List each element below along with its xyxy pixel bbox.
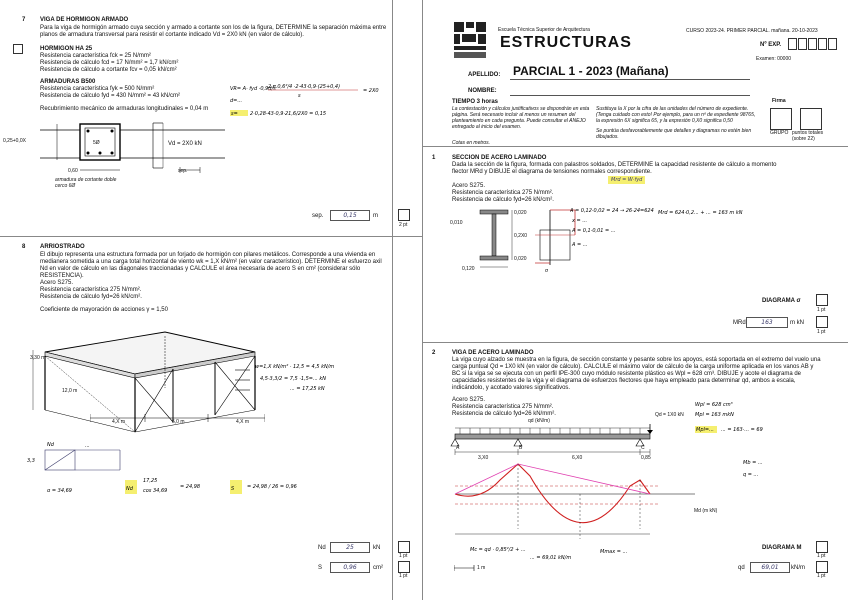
right-header-divider (422, 146, 848, 147)
q8-coef: Coeficiente de mayoración de acciones γ = 1,50 (40, 307, 168, 313)
brand-title: ESTRUCTURAS (500, 34, 632, 51)
right-section-divider (422, 342, 848, 343)
svg-text:= 2X0: = 2X0 (363, 88, 379, 94)
svg-text:w=1,X kN/m² · 12,5 = 4,5 kN/m: w=1,X kN/m² · 12,5 = 4,5 kN/m (255, 364, 335, 370)
q1-dim-3: 0,2X0 (514, 233, 528, 239)
q8-r1: Resistencia característica 275 N/mm². (40, 287, 142, 293)
svg-text:Mc = qd · 0,85²/2 + ...: Mc = qd · 0,85²/2 + ... (470, 547, 526, 553)
q7-sep-label: sep. (312, 213, 324, 219)
apellido-label: APELLIDO: (468, 72, 501, 78)
q8-handwritten-calcs (25, 442, 395, 502)
q2-span-3: 0,85 (641, 455, 651, 461)
q7-a2: Resistencia de cálculo fyd = 430 N/mm² = 43 kN/cm² (40, 93, 181, 99)
svg-text:Nd: Nd (126, 486, 133, 492)
q2-diagram-points: 1 pt (817, 553, 826, 559)
q8-title: ARRIOSTRADO (40, 244, 85, 250)
q2-scale-label: 1 m (477, 565, 486, 571)
q1-r1: Resistencia característica 275 N/mm². (452, 190, 554, 196)
q8-nd-answer[interactable]: 25 (330, 542, 370, 553)
q1-mrd-points: 1 pt (817, 329, 826, 335)
q1-mrd-unit: m kN (790, 320, 804, 326)
q2-number: 2 (432, 350, 436, 356)
q2-diagram-label: DIAGRAMA M (762, 545, 802, 551)
q1-mrd-answer[interactable]: 163 (746, 317, 788, 328)
q7-arm-title: ARMADURAS B500 (40, 79, 96, 85)
page-divider-left (392, 0, 393, 600)
q8-s-score-box[interactable] (398, 561, 410, 573)
q1-handwritten-calcs (570, 206, 770, 266)
svg-text:Mpl=...: Mpl=... (696, 427, 714, 433)
nombre-field[interactable] (510, 95, 750, 96)
q8-s-points: 1 pt (399, 573, 408, 579)
q8-nd-label: Nd (318, 545, 326, 551)
svg-text:A = ...: A = ... (572, 242, 588, 248)
q7-dim-width: 0,60 (68, 168, 78, 174)
q1-number: 1 (432, 155, 436, 161)
svg-text:α = 34,69: α = 34,69 (47, 488, 72, 494)
q2-qd-score-box[interactable] (816, 561, 828, 573)
q8-nd-points: 1 pt (399, 553, 408, 559)
svg-text:A = 0,12·0,02 = 24 → 26·24=624: A = 0,12·0,02 = 24 → 26·24=624 (570, 208, 654, 214)
instructions-1: La contestación y cálculos justificativos se dispondrán en esta página. Será necesario incluir al menos un resumen del planteamiento en cada pregunta. Puede consultar el ANEJO entregado al inicio del examen. (452, 106, 590, 130)
svg-text:= 24,98 / 26 = 0,96: = 24,98 / 26 = 0,96 (247, 484, 297, 490)
q2-qd-points: 1 pt (817, 573, 826, 579)
q1-diagram-label: DIAGRAMA σ (762, 298, 801, 304)
svg-text:cos 34,69: cos 34,69 (143, 488, 168, 494)
q8-dim-a: 4,X m (112, 419, 126, 425)
svg-text:4,5·3,3/2 = 7,5 ·1,5=... kN: 4,5·3,3/2 = 7,5 ·1,5=... kN (260, 376, 326, 382)
q2-qd-answer[interactable]: 69,01 (750, 562, 790, 573)
svg-text:d=...: d=... (230, 98, 243, 104)
q7-statement: Para la viga de hormigón armado cuya sección y armado a cortante son los de la figura, DETERMINE la separación máxima entre planos de armadura transversal para resistir el cortante indicado Vd = 2X0 kN (en valor de cálculo). (40, 25, 387, 38)
q1-dim-2: 0,010 (450, 220, 463, 226)
svg-text:σ: σ (545, 268, 549, 274)
q1-highlight-note: Mrd = W·fyd (608, 176, 645, 184)
svg-text:... = 163·... = 69: ... = 163·... = 69 (721, 427, 763, 433)
q7-dim-height: 0,25+0,0X (3, 138, 26, 144)
q7-h3: Resistencia de cálculo a cortante fcv = 0,05 kN/cm² (40, 67, 177, 73)
left-section-divider (0, 236, 422, 237)
svg-text:Mmax = ...: Mmax = ... (600, 549, 628, 555)
svg-text:s=: s= (231, 111, 238, 117)
q2-handwritten-bottom (470, 545, 710, 570)
svg-text:...: ... (85, 443, 90, 449)
svg-text:2·0,28·43·0,9·21,6/2X0 = 0,15: 2·0,28·43·0,9·21,6/2X0 = 0,15 (250, 111, 327, 117)
q2-r1: Resistencia característica 275 N/mm². (452, 404, 554, 410)
q8-statement: El dibujo representa una estructura formada por un forjado de hormigón con pilares metálicos. Corresponde a una vivienda en medianera sometida a una carga total horizontal de viento wk = 1,X kN/m² (en valor característico). DETERMINE el esfuerzo axil Nd en valor de cálculo en las diagonales traccionadas y CALCULE el área necesaria de acero S en cm² (considerar sólo RESISTENCIA). (40, 252, 382, 279)
q1-dim-5: 0,120 (462, 266, 475, 272)
q1-dim-1: 0,020 (514, 210, 527, 216)
q7-a1: Resistencia característica fyk = 500 N/mm² (40, 86, 155, 92)
svg-text:... = 17,25 kN: ... = 17,25 kN (290, 386, 325, 392)
q2-diagram-score-box[interactable] (816, 541, 828, 553)
q2-beam-figure (450, 424, 700, 544)
svg-text:x = ...: x = ... (572, 218, 588, 224)
q2-acero: Acero S275. (452, 397, 486, 403)
q1-mrd-score-box[interactable] (816, 316, 828, 328)
svg-text:17,25: 17,25 (143, 478, 158, 484)
q7-sep-answer[interactable]: 0,15 (330, 210, 370, 221)
svg-text:Mpl = 163 mkN: Mpl = 163 mkN (695, 412, 734, 418)
q2-Qd-label: Qd = 1X0 kN (655, 412, 684, 418)
q7-number: 7 (22, 17, 26, 23)
q2-title: VIGA DE ACERO LAMINADO (452, 350, 534, 356)
q7-vd-label: Vd = 2X0 kN (168, 141, 202, 147)
instructions-2: Sustituya la X por la cifra de las unidades del número de expediente. (Tenga cuidado con esto! Por ejemplo, para un nº de expediente 98765, la expresión 6X significa 65, y la expresión 0,X0 significa 0,50 (596, 106, 756, 124)
svg-text:... = 69,01 kN/m: ... = 69,01 kN/m (530, 555, 572, 561)
nombre-label: NOMBRE: (468, 88, 497, 94)
q7-h1: Resistencia característica fck = 25 N/mm² (40, 53, 151, 59)
q2-md-label: Md (m kN) (694, 508, 718, 514)
grupo-box[interactable] (770, 108, 792, 130)
q8-dim-height: 3,30 m (30, 355, 46, 361)
q7-handwritten-calcs (228, 80, 388, 130)
q8-s-unit: cm² (373, 565, 383, 571)
svg-text:VR= A· fyd ·0,9d/s: VR= A· fyd ·0,9d/s (230, 86, 276, 92)
svg-text:3,3: 3,3 (27, 458, 35, 464)
q2-r2: Resistencia de cálculo fyd=26 kN/mm². (452, 411, 556, 417)
q8-r2: Resistencia de cálculo fyd=26 kN/cm². (40, 294, 142, 300)
q1-statement: Dada la sección de la figura, formada con palastros soldados, DETERMINE la capacidad resistente de cálculo a momento flector MRd y DIBUJE el diagrama de tensiones normales correspondiente. (452, 162, 777, 175)
q2-handwritten-calcs (693, 398, 833, 518)
q7-stirrup-label: 5Ø (93, 140, 100, 146)
q8-number: 8 (22, 244, 26, 250)
svg-text:2.π.0,6²/4 ·2·43·0,9·(25+0,4): 2.π.0,6²/4 ·2·43·0,9·(25+0,4) (268, 84, 341, 90)
q2-support-b: B (519, 445, 523, 451)
svg-text:Wpl = 628 cm³: Wpl = 628 cm³ (695, 402, 733, 408)
q8-nd-unit: kN (373, 545, 381, 551)
q7-sep-unit: m (373, 213, 378, 219)
university-logo-icon (452, 20, 492, 60)
svg-text:S: S (231, 486, 235, 492)
svg-text:s: s (298, 93, 301, 99)
exam-title: PARCIAL 1 - 2023 (Mañana) (513, 64, 669, 78)
q7-score-box[interactable] (398, 209, 410, 221)
q8-handwritten-wind (230, 360, 390, 395)
q8-dim-depth: 12,0 m (62, 388, 78, 394)
q8-nd-score-box[interactable] (398, 541, 410, 553)
q8-s-answer[interactable]: 0,96 (330, 562, 370, 573)
q2-qd-unit: kN/m (791, 565, 805, 571)
q1-mrd-label: MRd (733, 320, 746, 326)
page-divider-right (422, 0, 423, 600)
tiempo-label: TIEMPO 3 horas (452, 99, 499, 105)
exam-number: Examen: 00000 (756, 56, 792, 62)
puntos-label: puntos totales (sobre 22) (792, 130, 824, 142)
q7-note: armadura de cortante doble cerco 6Ø (55, 177, 117, 189)
instructions-3: Se puntúa desfavorablemente que detalles y diagramas no estén bien dibujados. (596, 128, 752, 140)
q2-support-a: A (456, 445, 460, 451)
exp-number-boxes[interactable] (788, 38, 837, 50)
q7-title: VIGA DE HORMIGON ARMADO (40, 17, 129, 23)
q2-scale-bar (454, 564, 494, 572)
exp-label: Nº EXP. (760, 42, 782, 48)
q1-title: SECCION DE ACERO LAMINADO (452, 155, 547, 161)
puntos-box[interactable] (800, 108, 822, 130)
q8-acero: Acero S275. (40, 280, 74, 286)
q7-sep-dim: sep. (178, 168, 188, 174)
school-name: Escuela Técnica Superior de Arquitectura (498, 27, 590, 33)
q8-s-label: S (318, 565, 323, 571)
apellido-field[interactable] (510, 79, 750, 80)
svg-text:Nd: Nd (47, 442, 54, 448)
q2-span-1: 3,X0 (478, 455, 489, 461)
q2-support-c: C (641, 445, 645, 451)
q1-diagram-points: 1 pt (817, 307, 826, 313)
q1-r2: Resistencia de cálculo fyd=26 kN/cm². (452, 197, 554, 203)
grupo-label: GRUPO (770, 130, 789, 136)
q2-qd-label: qd (kN/m) (528, 418, 550, 424)
q2-span-2: 6,X0 (572, 455, 583, 461)
firma-label: Firma (772, 98, 786, 104)
cotas-note: Cotas en metros. (452, 140, 491, 146)
q8-dim-b: 5,0 m (172, 419, 185, 425)
q7-h2: Resistencia de cálculo fcd = 17 N/mm² = 1,7 kN/cm² (40, 60, 179, 66)
svg-text:Mb = ...: Mb = ... (743, 460, 763, 466)
svg-text:q = ...: q = ... (743, 472, 759, 478)
q1-diagram-score-box[interactable] (816, 294, 828, 306)
q1-dim-4: 0,020 (514, 256, 527, 262)
q2-statement: La viga cuyo alzado se muestra en la figura, de sección constante y pesante sobre los apoyos, está soportada en el extremo del vuelo una carga puntual Qd = 1X0 kN (en valor de cálculo). CALCULE el máximo valor de cálculo de la carga uniforme aplicada en los vanos AB y BC si la viga se se ejecuta con un perfil IPE-300 cuyo módulo resistente plástico es Wpl = 628 cm³. DIBUJE y acote el diagrama de capacidades resistentes de la viga y el diagrama de esfuerzos flectores que haya empleado para determinar qd, ambos a escala, indicándolo, y acotado valores significativos. (452, 357, 821, 391)
q7-points: 2 pt (399, 222, 408, 228)
q7-recub: Recubrimiento mecánico de armaduras longitudinales = 0,04 m (40, 106, 209, 112)
q7-hormigon-title: HORMIGON HA 25 (40, 46, 93, 52)
q1-acero: Acero S275. (452, 183, 486, 189)
svg-text:A = 0,1·0,01 = ...: A = 0,1·0,01 = ... (572, 228, 616, 234)
q2-qd-ans-label: qd (738, 565, 745, 571)
q7-checkbox[interactable] (13, 44, 23, 54)
q8-dim-c: 4,X m (236, 419, 250, 425)
svg-text:Mrd = 624·0,2... + ... = 163 m: Mrd = 624·0,2... + ... = 163 m kN (658, 210, 743, 216)
course-code: CURSO 2023-24. PRIMER PARCIAL. mañana. 20-10-2023 (686, 28, 818, 34)
svg-text:= 24,98: = 24,98 (180, 484, 201, 490)
